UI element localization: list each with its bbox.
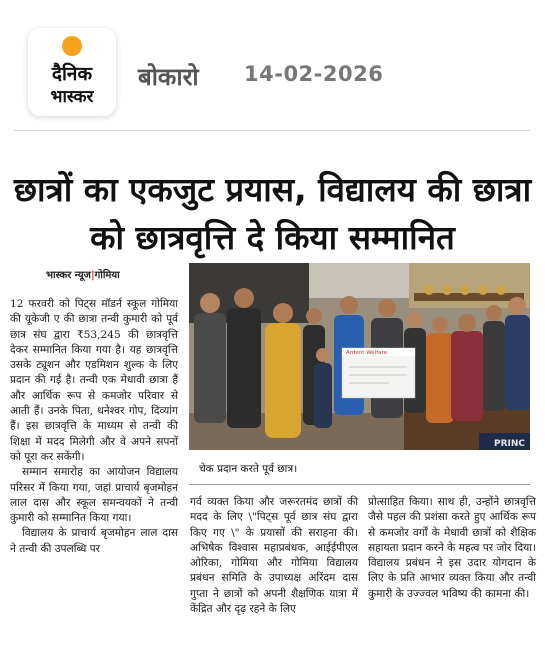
photo-illustration [189,263,530,450]
logo-text-line2: भास्कर [50,87,94,107]
cheque-text: Ardent Welfare [346,350,388,356]
edition-date: 14-02-2026 [244,62,384,86]
photo-banner-text: PRINC [494,439,526,449]
caption-divider [189,484,530,485]
edition-city: बोकारो [138,63,199,91]
logo-text-line1: दैनिक [51,63,93,85]
paragraph: प्रोत्साहित किया। साथ ही, उन्होंने छात्रवृत्ति जैसे पहल की प्रशंसा करते हुए आर्थिक रूप से कमजोर वर्गों के मेधावी छात्रों को शैक्षिक सहायता प्रदान करने के महत्व पर जोर दिया। विद्यालय प्रबंधन ने इस उदार योगदान के लिए के प्रति आभार व्यक्त किया और तन्वी कुमारी के उज्ज्वल भविष्य की कामना की। [368,496,537,600]
article-column-3 [368,495,536,602]
sun-icon [62,36,82,56]
paragraph: विद्यालय के प्राचार्य बृजमोहन लाल दास ने तन्वी की उपलब्धि पर [10,527,178,555]
paragraph: गर्व व्यक्त किया और जरूरतमंद छात्रों की मदद के लिए \"पिट्स पूर्व छात्र संघ द्वारा किए गए \" के प्रयासों की सराहना की। अभिषेक विश्वास महाप्रबंधक, आईईपीएल ओरिका, गोमिया और गोमिया विद्यालय प्रबंधन समिति के उपाध्यक्ष अरिंदम दास गुप्ता ने छात्रों को अपनी शैक्षणिक यात्रा में केंद्रित और दृढ़ रहने के लिए [190,496,358,616]
article-column-1 [10,297,178,557]
dainik-bhaskar-logo [28,28,116,116]
photo-caption: चेक प्रदान करते पूर्व छात्र। [199,463,298,475]
byline-place: गोमिया [94,270,120,281]
article-column-2 [190,495,358,617]
byline-source: भास्कर न्यूज [46,270,91,281]
article-headline: छात्रों का एकजुट प्रयास, विद्यालय की छात्रा को छात्रवृत्ति दे किया सम्मानित [13,170,532,257]
page-header [0,0,545,130]
header-divider [14,130,530,131]
paragraph: 12 फरवरी को पिट्स मॉडर्न स्कूल गोमिया की यूकेजी ए की छात्रा तन्वी कुमारी को पूर्व छात्र संघ द्वारा ₹53,245 की छात्रवृत्ति देकर सम्मानित किया गया है। यह छात्रवृत्ति उसके ट्यूशन और एडमिशन शुल्क के लिए प्रदान की गई है। तन्वी एक मेधावी छात्रा हैं और आर्थिक रूप से कमजोर परिवार से आती हैं। उनके पिता, धनेश्वर गोप, दिव्यांग हैं। इस छात्रवृत्ति के माध्यम से तन्वी की शिक्षा में मदद मिलेगी और वे अपने सपनों को पूरा कर सकेंगी। [10,298,178,463]
paragraph: सम्मान समारोह का आयोजन विद्यालय परिसर में किया गया, जहां प्राचार्य बृजमोहन लाल दास और स्कूल समन्वयकों ने तन्वी कुमारी को सम्मानित किया गया। [10,466,178,525]
article-byline: भास्कर न्यूज|गोमिया [46,270,120,281]
news-photo [189,263,530,450]
